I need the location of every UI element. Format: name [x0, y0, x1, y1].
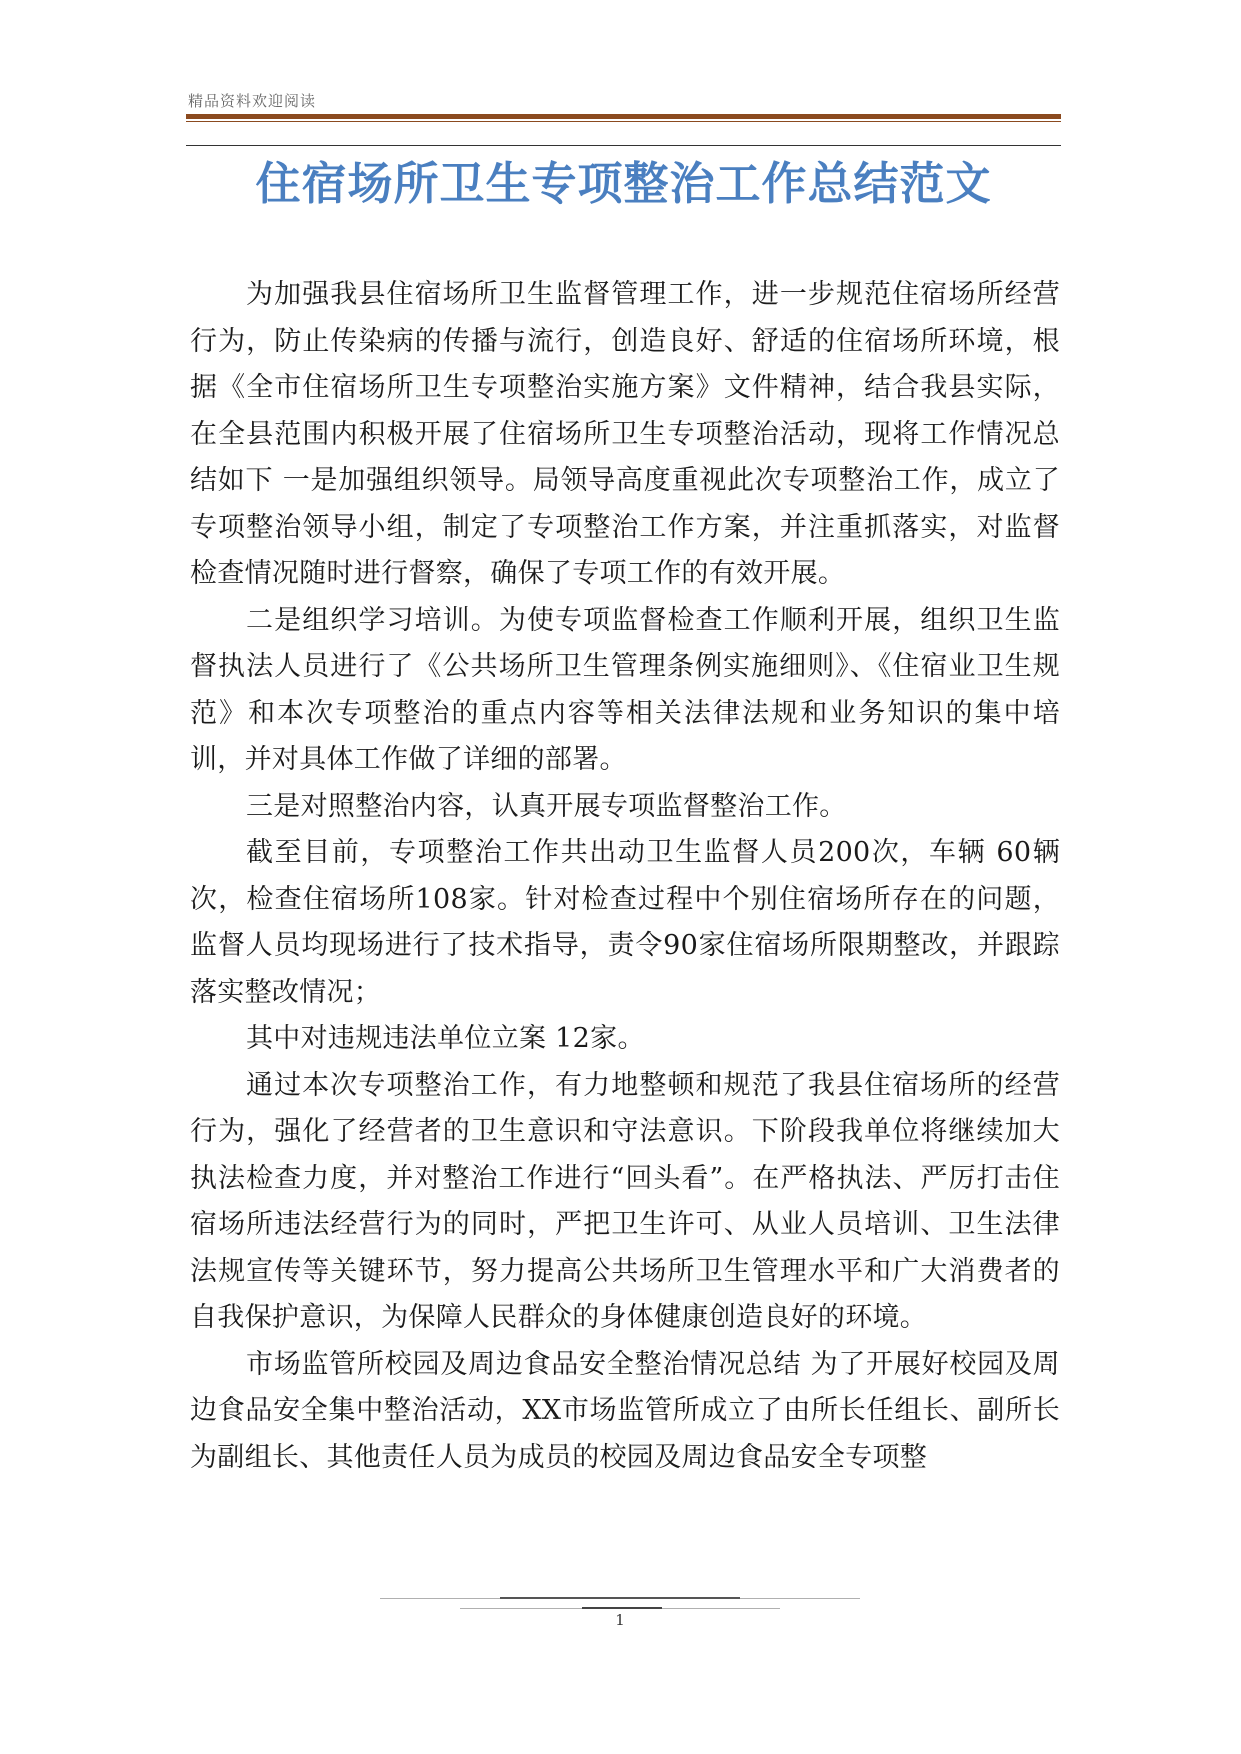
paragraph: 市场监管所校园及周边食品安全整治情况总结 为了开展好校园及周边食品安全集中整治活动，XX市场监管所成立了由所长任组长、副所长为副组长、其他责任人员为成员的校园及周边食品安全专项整: [190, 1348, 1060, 1473]
paragraph: 三是对照整治内容，认真开展专项监督整治工作。: [246, 790, 847, 822]
header-rule-thick: [186, 114, 1061, 119]
footer-rule: [582, 1607, 662, 1609]
paragraph: 二是组织学习培训。为使专项监督检查工作顺利开展，组织卫生监督执法人员进行了《公共场所卫生管理条例实施细则》、《住宿业卫生规范》和本次专项整治的重点内容等相关法律法规和业务知识的集中培训，并对具体工作做了详细的部署。: [190, 604, 1060, 775]
paragraph: 通过本次专项整治工作，有力地整顿和规范了我县住宿场所的经营行为，强化了经营者的卫生意识和守法意识。下阶段我单位将继续加大执法检查力度，并对整治工作进行“回头看”。在严格执法、严厉打击住宿场所违法经营行为的同时，严把卫生许可、从业人员培训、卫生法律法规宣传等关键环节，努力提高公共场所卫生管理水平和广大消费者的自我保护意识，为保障人民群众的身体健康创造良好的环境。: [190, 1069, 1060, 1333]
paragraph: 为加强我县住宿场所卫生监督管理工作，进一步规范住宿场所经营行为，防止传染病的传播与流行，创造良好、舒适的住宿场所环境，根据《全市住宿场所卫生专项整治实施方案》文件精神，结合我县实际，在全县范围内积极开展了住宿场所卫生专项整治活动，现将工作情况总结如下 一是加强组织领导。局领导高度重视此次专项整治工作，成立了专项整治领导小组，制定了专项整治工作方案，并注重抓落实，对监督检查情况随时进行督察，确保了专项工作的有效开展。: [190, 279, 1060, 589]
header-rule-thin: [186, 121, 1061, 122]
page-number: 1: [615, 1611, 625, 1629]
document-title: 住宿场所卫生专项整治工作总结范文: [255, 157, 992, 210]
paragraph: 截至目前，专项整治工作共出动卫生监督人员200次，车辆 60辆次，检查住宿场所108家。针对检查过程中个别住宿场所存在的问题，监督人员均现场进行了技术指导，责令90家住宿场所限期整改，并跟踪落实整改情况；: [190, 837, 1060, 1008]
document-body: [190, 272, 1060, 1481]
footer-rule: [500, 1597, 740, 1599]
title-rule: [186, 145, 1061, 146]
paragraph: 其中对违规违法单位立案 12家。: [246, 1023, 645, 1054]
page-header-text: 精品资料欢迎阅读: [188, 92, 317, 110]
